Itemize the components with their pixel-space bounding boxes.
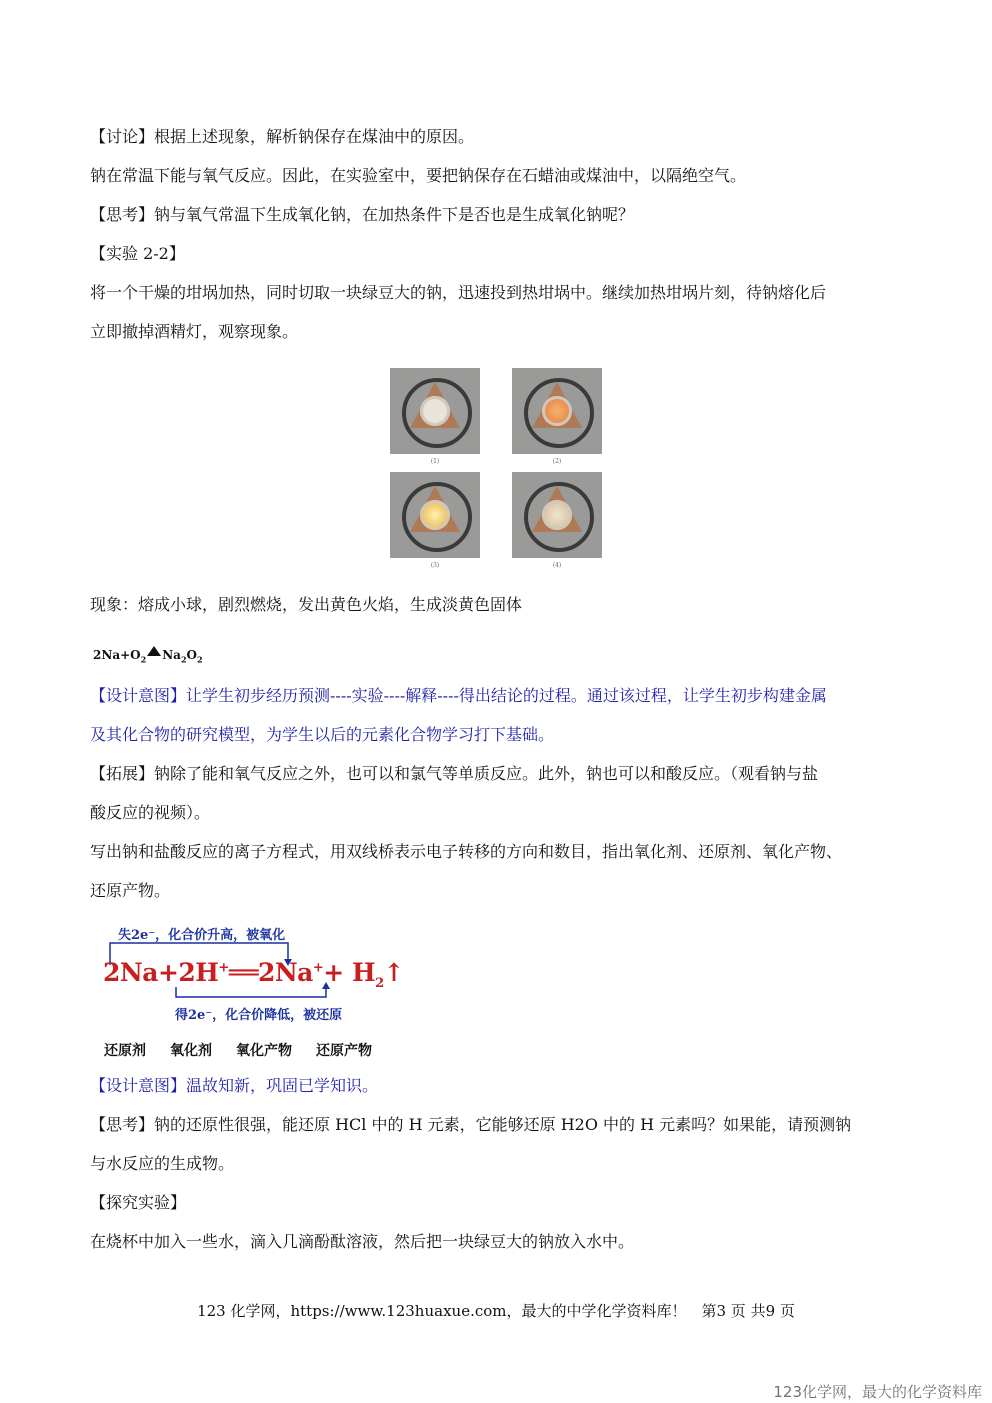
reaction-roles	[104, 1040, 396, 1060]
extension-line: 【拓展】钠除了能和氧气反应之外，也可以和氯气等单质反应。此外，钠也可以和酸反应。（观看钠与盐	[90, 764, 819, 783]
body-text: 写出钠和盐酸反应的离子方程式，用双线桥表示电子转移的方向和数目，指出氧化剂、还原剂、氧化产物、	[90, 842, 843, 861]
explore-heading: 【探究实验】	[90, 1193, 187, 1212]
page-footer: 123 化学网，https://www.123huaxue.com，最大的中学化学资料库！ 第3 页 共9 页	[197, 1302, 795, 1320]
photo-caption: (4)	[552, 562, 562, 569]
photo-4	[512, 472, 602, 558]
body-text: 立即撤掉酒精灯，观察现象。	[90, 322, 299, 341]
oxidation-label: 失2e⁻，化合价升高，被氧化	[118, 928, 286, 943]
body-text: 在烧杯中加入一些水，滴入几滴酚酞溶液，然后把一块绿豆大的钠放入水中。	[90, 1232, 635, 1251]
gas-arrow-icon: ↑	[383, 958, 405, 987]
role-reduction-product: 还原产物	[316, 1043, 372, 1059]
role-oxidation-product: 氧化产物	[236, 1043, 292, 1059]
body-text: 钠在常温下能与氧气反应。因此，在实验室中，要把钠保存在石蜡油或煤油中，以隔绝空气。	[90, 166, 747, 185]
ionic-equation: 2Na+2H+══2Na++ $H_2↑$	[103, 958, 405, 991]
reduction-label: 得2e⁻，化合价降低，被还原	[175, 1008, 343, 1023]
body-text: 酸反应的视频）。	[90, 803, 211, 822]
photo-3	[390, 472, 480, 558]
design-intent-line: 及其化合物的研究模型，为学生以后的元素化合物学习打下基础。	[90, 725, 555, 744]
body-text: 与水反应的生成物。	[90, 1154, 235, 1173]
experiment-heading: 【实验 2-2】	[90, 244, 185, 263]
body-text: 将一个干燥的坩埚加热，同时切取一块绿豆大的钠，迅速投到热坩埚中。继续加热坩埚片刻，待钠熔化后	[90, 283, 827, 302]
photo-caption: (1)	[430, 458, 440, 465]
think-line: 【思考】钠与氧气常温下生成氧化钠，在加热条件下是否也是生成氧化钠呢？	[90, 205, 635, 224]
role-oxidizing-agent: 氧化剂	[170, 1043, 212, 1059]
design-intent-line: 【设计意图】温故知新，巩固已学知识。	[90, 1076, 379, 1095]
think-line: 【思考】钠的还原性很强，能还原 HCl 中的 H 元素，它能够还原 H2O 中的 H 元素吗？如果能，请预测钠	[90, 1115, 852, 1134]
body-text: 还原产物。	[90, 881, 171, 900]
experiment-photos	[390, 368, 606, 574]
site-watermark: 123化学网，最大的化学资料库	[773, 1383, 982, 1401]
heat-triangle-icon	[147, 646, 161, 656]
role-reducing-agent: 还原剂	[104, 1043, 146, 1059]
discussion-line: 【讨论】根据上述现象，解析钠保存在煤油中的原因。	[90, 127, 475, 146]
sodium-oxygen-equation: $2Na+O_2$ $Na_2O_2$	[93, 648, 203, 665]
photo-caption: (2)	[552, 458, 562, 465]
photo-2	[512, 368, 602, 454]
design-intent-line: 【设计意图】让学生初步经历预测----实验----解释----得出结论的过程。通过该过程，让学生初步构建金属	[90, 686, 827, 705]
photo-caption: (3)	[430, 562, 440, 569]
phenomenon-line: 现象：熔成小球，剧烈燃烧，发出黄色火焰，生成淡黄色固体	[90, 595, 523, 614]
photo-1	[390, 368, 480, 454]
